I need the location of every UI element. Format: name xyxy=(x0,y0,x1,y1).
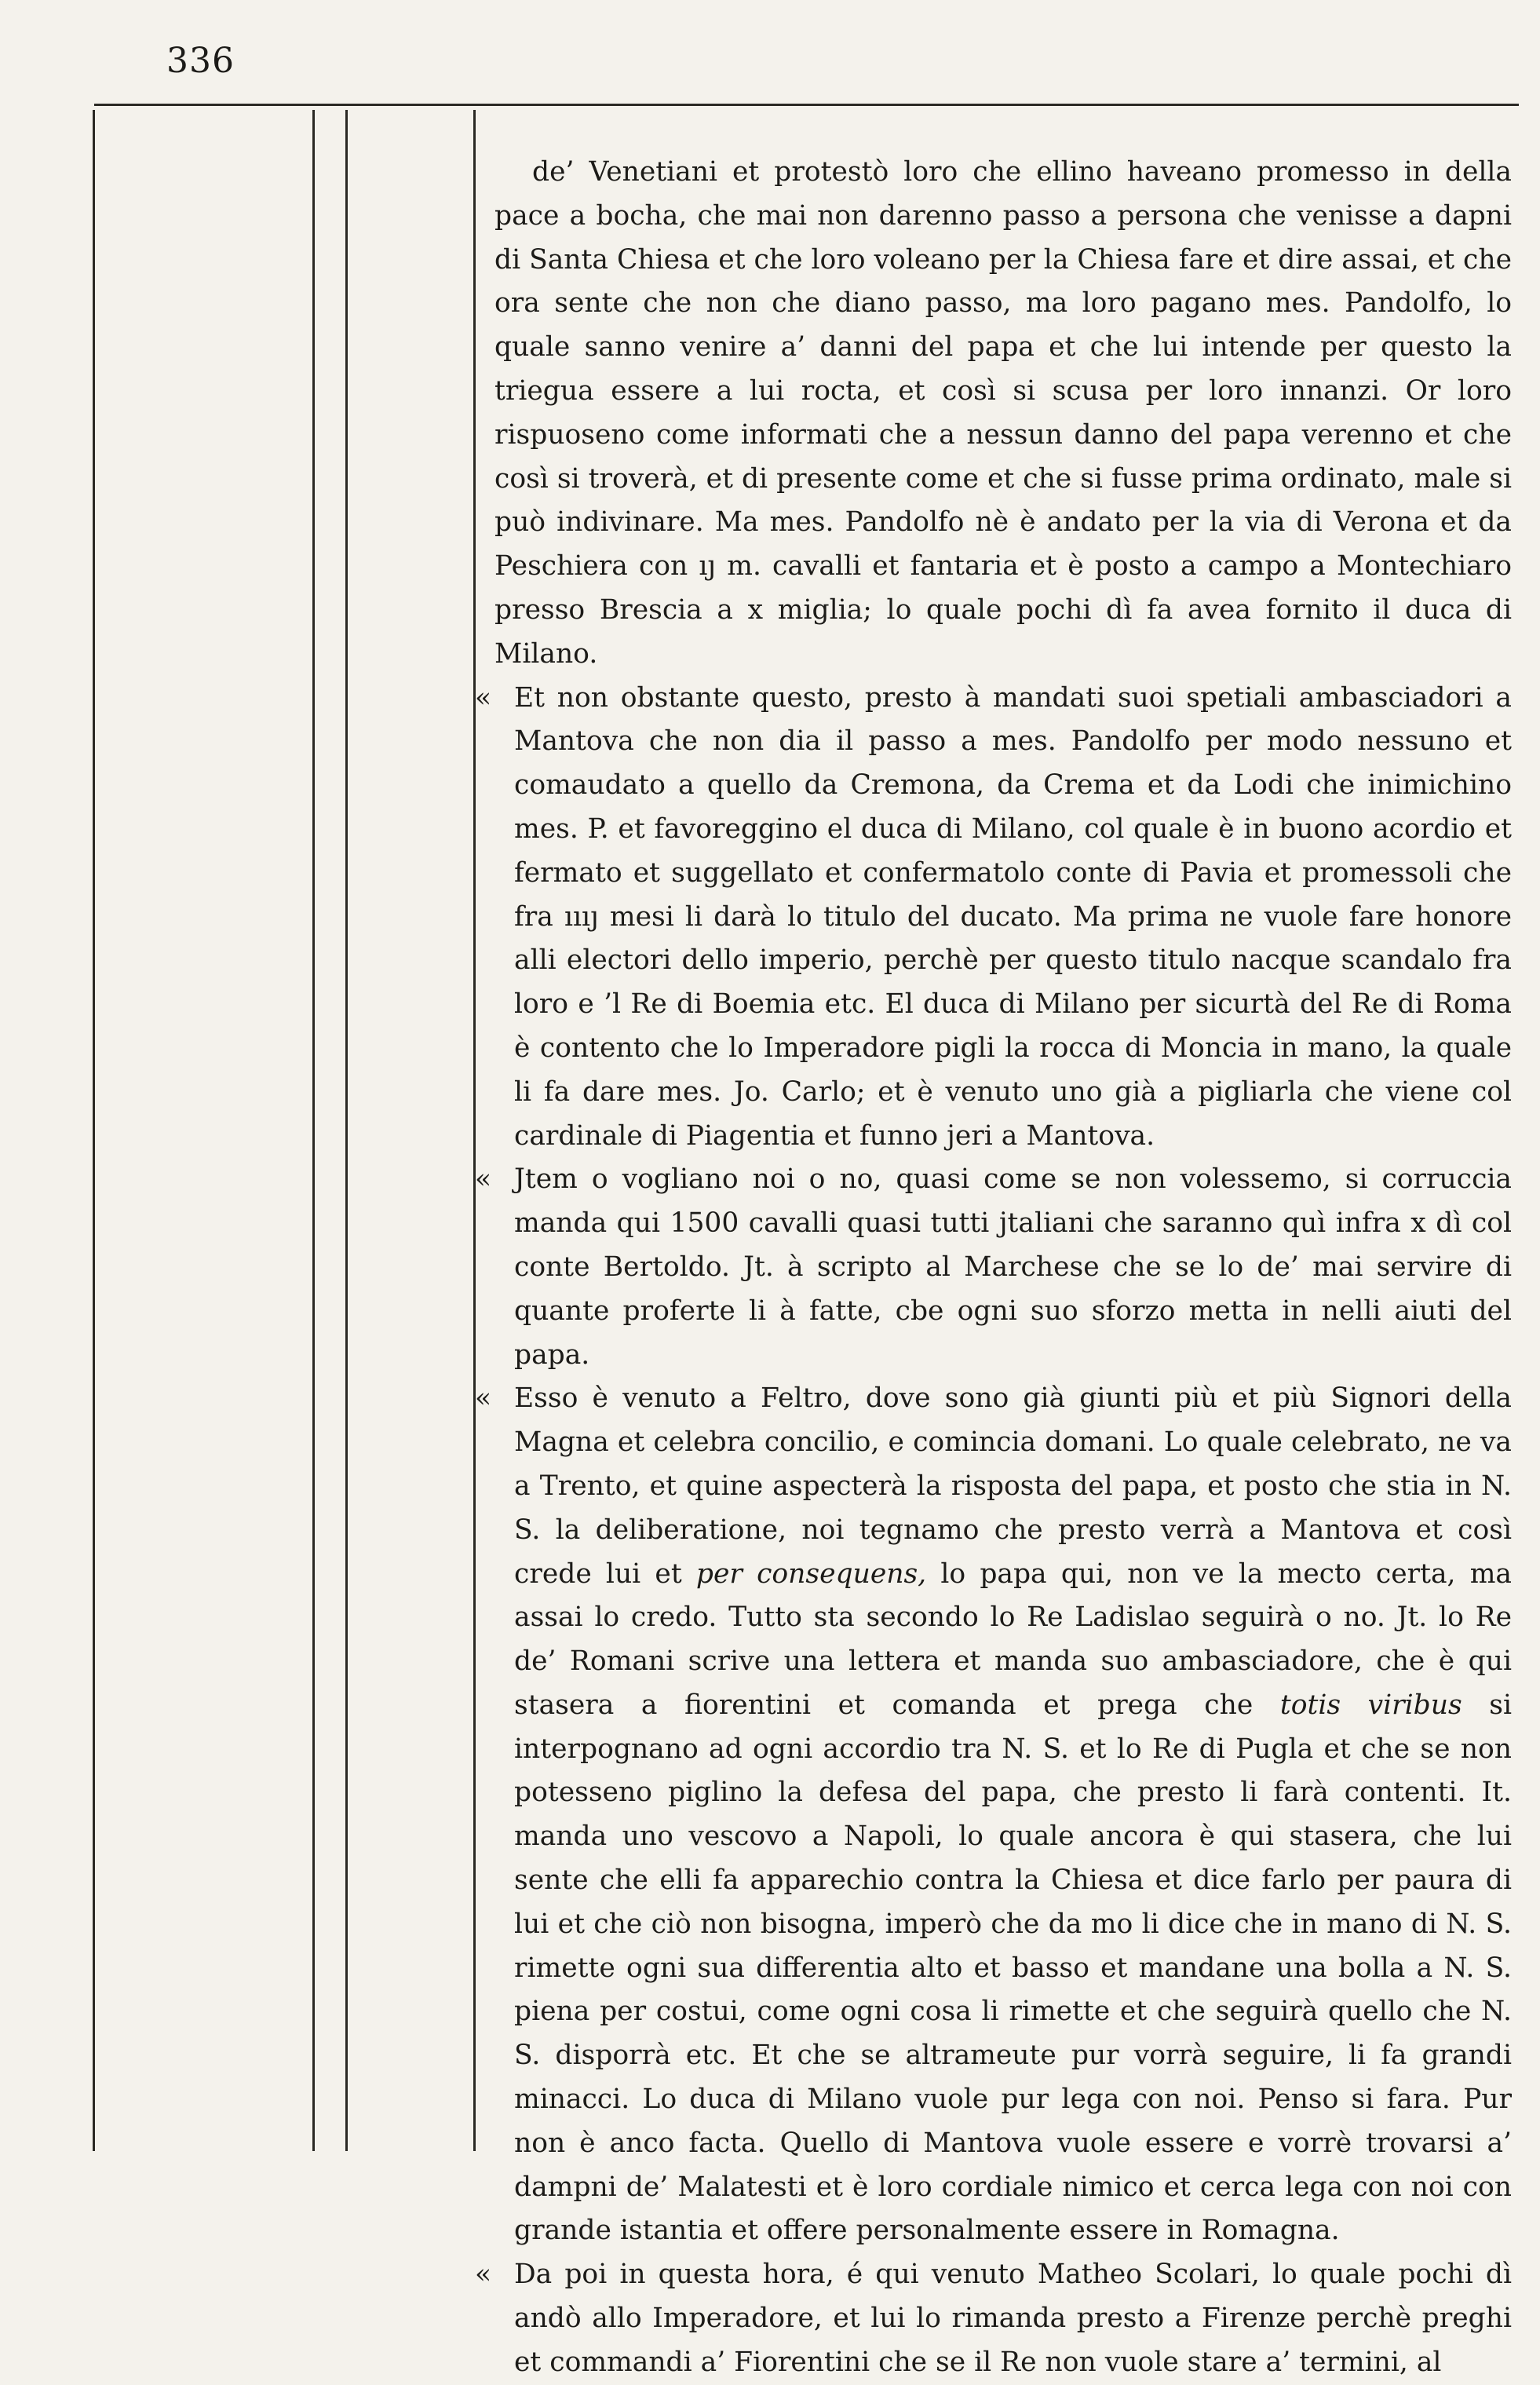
quote-mark: « xyxy=(475,2259,492,2291)
italic-phrase: totis viribus xyxy=(1279,1689,1462,1721)
paragraph-quote-3 xyxy=(475,1377,1512,2253)
quote-mark: « xyxy=(475,681,492,714)
margin-rule-1 xyxy=(93,110,95,2151)
header-rule xyxy=(94,104,1519,106)
paragraph-text-before: Esso è venuto a Feltro, dove sono già giunti più et più Signori della Magna et celebra concilio, e comincia domani. Lo quale celebrato, ne va a Trento, et quine aspecterà la risposta del papa, et posto che stia in N. S. la deliberatione, noi tegnamo che presto verrà a Mantova et così crede lui et xyxy=(514,1382,1512,1590)
margin-rule-4 xyxy=(473,110,476,2151)
paragraph-continuation: de’ Venetiani et protestò loro che ellino haveano promesso in della pace a bocha, che mai non darenno passo a persona che venisse a dapni di Santa Chiesa et che loro voleano per la Chiesa fare et dire assai, et che ora sente che non che diano passo, ma loro pagano mes. Pandolfo, lo quale sanno venire a’ danni del papa et che lui intende per questo la triegua essere a lui rocta, et così si scusa per loro innanzi. Or loro rispuoseno come informati che a nessun danno del papa verenno et che così si troverà, et di presente come et che si fusse prima ordinato, male si può indivinare. Ma mes. Pandolfo nè è andato per la via di Verona et da Peschiera con ıȷ m. cavalli et fantaria et è posto a campo a Montechiaro presso Brescia a x miglia; lo quale pochi dì fa avea fornito il duca di Milano. xyxy=(494,156,1512,670)
paragraph-text-after: si interpognano ad ogni accordio tra N. S. et lo Re di Pugla et che se non potesseno piglino la defesa del papa, che presto li farà contenti. It. manda uno vescovo a Napoli, lo quale ancora è qui stasera, che lui sente che elli fa apparechio contra la Chiesa et dice farlo per paura di lui et che ciò non bisogna, imperò che da mo li dice che in mano di N. S. rimette ogni sua differentia alto et basso et mandane una bolla a N. S. piena per costui, come ogni cosa li rimette et che seguirà quello che N. S. disporrà etc. Et che se altrameute pur vorrà seguire, li fa grandi minacci. Lo duca di Milano vuole pur lega con noi. Penso si fara. Pur non è anco facta. Quello di Mantova vuole essere e vorrè trovarsi a’ dampni de’ Malatesti et è loro cordiale nimico et cerca lega con noi con grande istantia et offere personalmente essere in Romagna. xyxy=(514,1689,1512,2247)
paragraph-quote-2 xyxy=(475,1158,1512,1377)
paragraph-text: Da poi in questa hora, é qui venuto Matheo Scolari, lo quale pochi dì andò allo Imperadore, et lui lo rimanda presto a Firenze perchè preghi et commandi a’ Fiorentini che se il Re non vuole stare a’ termini, al xyxy=(514,2259,1512,2378)
page-number: 336 xyxy=(166,41,235,81)
paragraph-text: Et non obstante questo, presto à mandati suoi spetiali ambasciadori a Mantova che non dia il passo a mes. Pandolfo per modo nessuno et comaudato a quello da Cremona, da Crema et da Lodi che inimichino mes. P. et favoreggino el duca di Milano, col quale è in buono acordio et fermato et suggellato et confermatolo conte di Pavia et promessoli che fra ıııȷ mesi li darà lo titulo del ducato. Ma prima ne vuole fare honore alli electori dello imperio, perchè per questo titulo nacque scandalo fra loro e ’l Re di Boemia etc. El duca di Milano per sicurtà del Re di Roma è contento che lo Imperadore pigli la rocca di Moncia in mano, la quale li fa dare mes. Jo. Carlo; et è venuto uno già a pigliarla che viene col cardinale di Piagentia et funno jeri a Mantova. xyxy=(514,681,1512,1152)
italic-phrase: per consequens, xyxy=(695,1558,927,1590)
margin-rule-3 xyxy=(345,110,348,2151)
paragraph-text: Jtem o vogliano noi o no, quasi come se non volessemo, si corruccia manda qui 1500 cavalli quasi tutti jtaliani che saranno quì infra x dì col conte Bertoldo. Jt. à scripto al Marchese che se lo de’ mai servire di quante proferte li à fatte, cbe ogni suo sforzo metta in nelli aiuti del papa. xyxy=(514,1163,1512,1371)
margin-rule-2 xyxy=(312,110,315,2151)
text-column xyxy=(475,151,1512,2385)
quote-mark: « xyxy=(475,1163,492,1196)
quote-mark: « xyxy=(475,1382,492,1415)
paragraph-quote-1 xyxy=(475,677,1512,1159)
paragraph-quote-4 xyxy=(475,2253,1512,2384)
paragraph-text-middle: lo papa qui, non ve la mecto certa, ma assai lo credo. Tutto sta secondo lo Re Ladislao seguirà o no. Jt. lo Re de’ Romani scrive una lettera et manda suo ambasciadore, che è qui stasera a fiorentini et comanda et prega che xyxy=(514,1558,1512,1721)
